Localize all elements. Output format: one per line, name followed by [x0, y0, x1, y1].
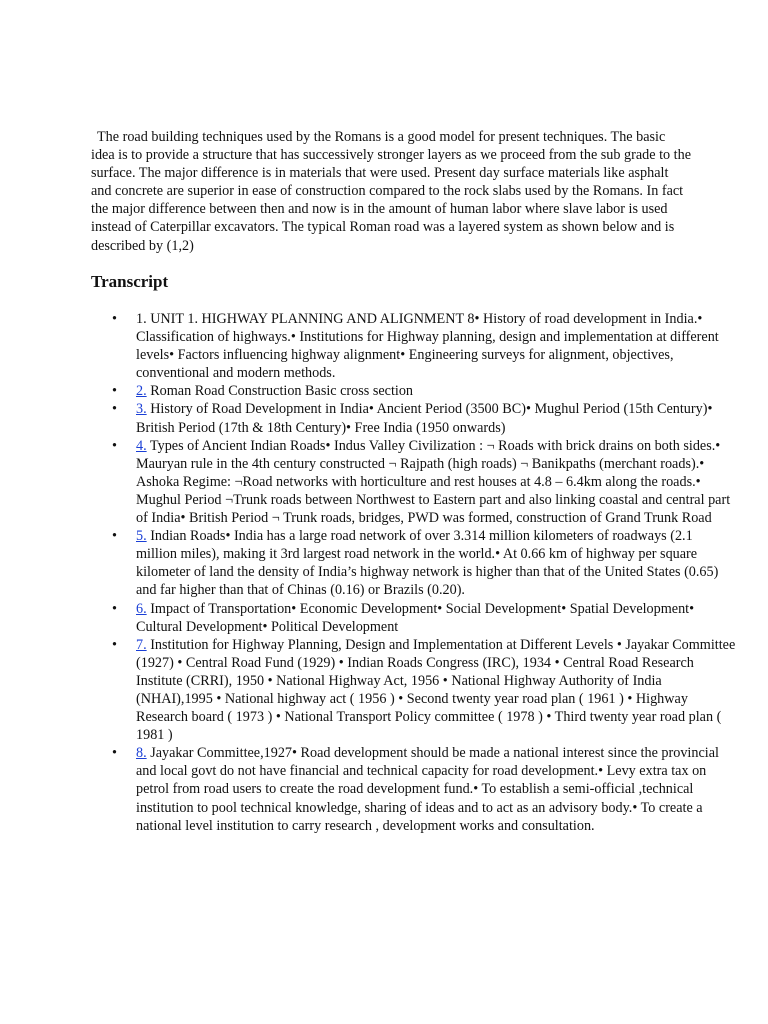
slide-link[interactable]: 8. — [136, 745, 147, 762]
slide-link[interactable]: 2. — [136, 383, 147, 400]
transcript-item — [136, 527, 736, 599]
transcript-item-text: Impact of Transportation• Economic Development• Social Development• Spatial Development• Cultural Development• Political Development — [136, 600, 695, 635]
transcript-item — [136, 310, 736, 382]
transcript-item-text: 1. UNIT 1. HIGHWAY PLANNING AND ALIGNMENT 8• History of road development in India.• Classification of highways.• Institutions for Highway planning, design and implementation at different levels• Factors influencing highway alignment• Engineering surveys for alignment, objectives, conventional and modern methods. — [136, 311, 719, 382]
slide-link[interactable]: 3. — [136, 401, 147, 418]
transcript-heading: Transcript — [91, 272, 169, 291]
transcript-list — [91, 310, 736, 835]
intro-paragraph: The road building techniques used by the Romans is a good model for present techniques. The basic idea is to provide a structure that has successively stronger layers as we proceed from the sub grade to the surface. The major difference is in materials that were used. Present day surface materials like asphalt and concrete are superior in ease of construction compared to the rock slabs used by the Romans. In fact the major difference between then and now is in the amount of human labor where slave labor is used instead of Caterpillar excavators. The typical Roman road was a layered system as shown below and is described by (1,2) — [91, 129, 692, 254]
transcript-item — [136, 636, 736, 745]
transcript-item-text: Jayakar Committee,1927• Road development should be made a national interest since the provincial and local govt do not have financial and technical capacity for road development.• Levy extra tax on petrol from road users to create the road development fund.• To establish a semi-official ,technical institution to pool technical knowledge, sharing of ideas and to act as an advisory body.• To create a national level institution to carry research , development works and consultation. — [136, 745, 719, 834]
slide-link[interactable]: 4. — [136, 437, 147, 454]
transcript-item-text: Institution for Highway Planning, Design and Implementation at Different Levels • Jayakar Committee (1927) • Central Road Fund (1929) • Indian Roads Congress (IRC), 1934 • Central Road Research Institute (CRRI), 1950 • National Highway Act, 1956 • National Highway Authority of India (NHAI),1995 • National highway act ( 1956 ) • Second twenty year road plan ( 1961 ) • Highway Research board ( 1973 ) • National Transport Policy committee ( 1978 ) • Third twenty year road plan ( 1981 ) — [136, 636, 736, 744]
transcript-item-text: Roman Road Construction Basic cross section — [146, 383, 414, 400]
slide-link[interactable]: 5. — [136, 528, 147, 545]
transcript-item — [136, 400, 736, 436]
transcript-item-text: Indian Roads• India has a large road network of over 3.314 million kilometers of roadways (2.1 million miles), making it 3rd largest road network in the world.• At 0.66 km of highway per square kilometer of land the density of India’s highway network is higher than that of the United States (0.65) and far higher than that of Chinas (0.16) or Brazils (0.20). — [136, 528, 719, 599]
transcript-item-text: History of Road Development in India• Ancient Period (3500 BC)• Mughul Period (15th Century)• British Period (17th & 18th Century)• Free India (1950 onwards) — [136, 401, 713, 436]
slide-link[interactable]: 6. — [136, 600, 147, 617]
transcript-item — [136, 600, 736, 636]
transcript-item — [136, 382, 736, 400]
transcript-item-text: Types of Ancient Indian Roads• Indus Valley Civilization : ¬ Roads with brick drains on both sides.• Mauryan rule in the 4th century constructed ¬ Rajpath (high roads) ¬ Banikpaths (merchant roads).• Ashoka Regime: ¬Road networks with horticulture and rest houses at 4.8 – 6.4km along the roads.• Mughul Period ¬Trunk roads between Northwest to Eastern part and also linking coastal and central part of India• British Period ¬ Trunk roads, bridges, PWD was formed, construction of Grand Trunk Road — [136, 437, 731, 527]
slide-link[interactable]: 7. — [136, 636, 147, 653]
transcript-item — [136, 744, 736, 834]
transcript-item — [136, 437, 736, 527]
